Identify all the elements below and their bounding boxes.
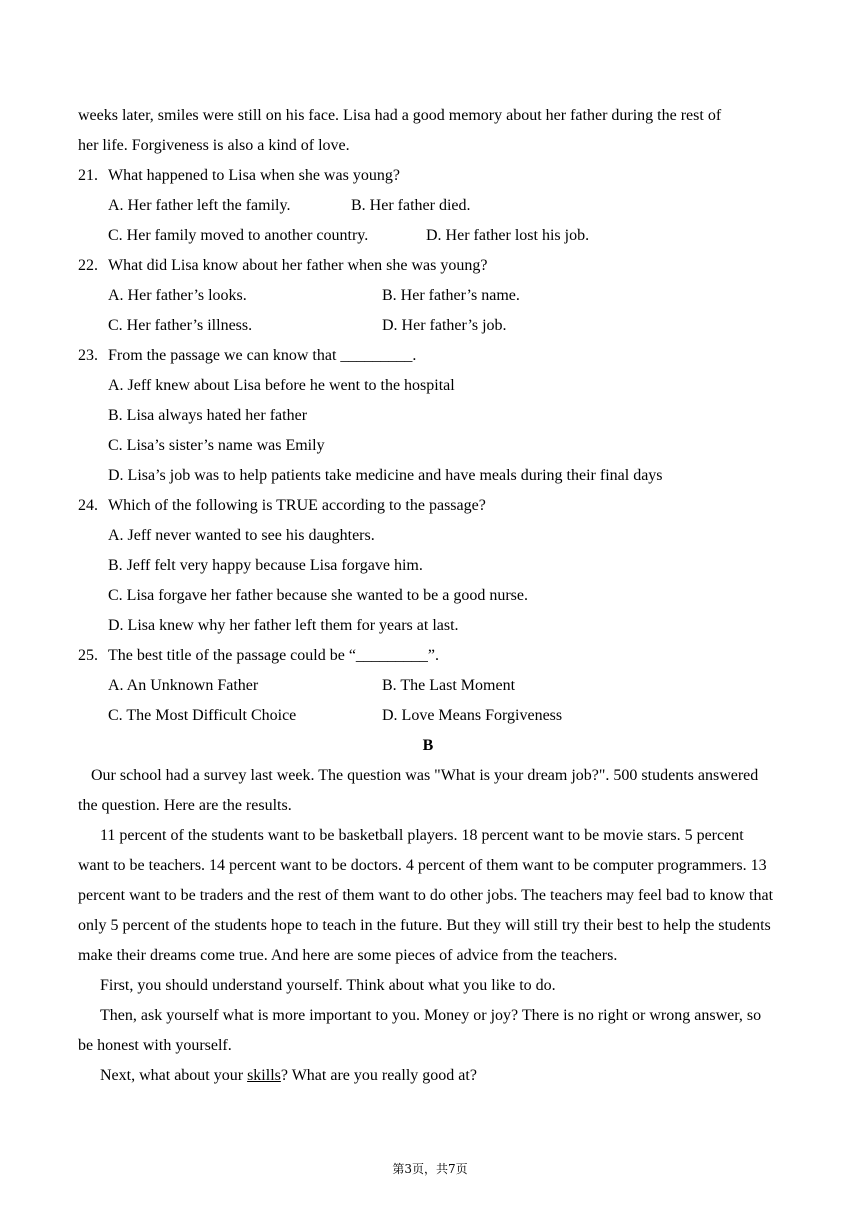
option-a: A. Jeff never wanted to see his daughters.	[108, 527, 375, 544]
underlined-word: skills	[247, 1067, 281, 1084]
question-25	[78, 641, 778, 671]
option-c: C. Her family moved to another country.	[108, 227, 369, 244]
question-21	[78, 161, 778, 191]
option-a: A. Her father’s looks.	[108, 287, 247, 304]
intro-line-2: her life. Forgiveness is also a kind of love.	[78, 137, 350, 154]
option-c: C. The Most Difficult Choice	[108, 707, 297, 724]
paragraph-2: 11 percent of the students want to be basketball players. 18 percent want to be movie stars. 5 percent want to be teachers. 14 percent want to be doctors. 4 percent of them want to be computer programmers. 13 percent want to be traders and the rest of them want to do other jobs. The teachers may feel bad to know that only 5 percent of the students hope to teach in the future. But they will still try their best to help the students make their dreams come true. And here are some pieces of advice from the teachers.	[78, 827, 774, 964]
option-b: B. Her father died.	[351, 197, 471, 214]
question-number: 25.	[78, 647, 98, 664]
question-number: 23.	[78, 347, 98, 364]
question-text: Which of the following is TRUE according to the passage?	[108, 497, 486, 514]
options-row	[78, 701, 778, 731]
section-title: B	[422, 737, 434, 754]
options-row	[78, 311, 778, 341]
option-d: D. Her father lost his job.	[426, 227, 590, 244]
question-22	[78, 251, 778, 281]
paragraph-4: Then, ask yourself what is more important to you. Money or joy? There is no right or wrong answer, so be honest with yourself.	[78, 1007, 762, 1054]
question-23	[78, 341, 778, 371]
paragraph-5	[78, 1061, 778, 1091]
option-d: D. Lisa knew why her father left them for years at last.	[108, 617, 459, 634]
page-footer: 第3页，共7页	[392, 1162, 468, 1176]
option-a: A. An Unknown Father	[108, 677, 259, 694]
paragraph-5-text-end: ? What are you really good at?	[280, 1067, 477, 1084]
option-a: A. Her father left the family.	[108, 197, 291, 214]
question-text: What did Lisa know about her father when she was young?	[108, 257, 488, 274]
document-content	[78, 101, 778, 1091]
option-b: B. Jeff felt very happy because Lisa forgave him.	[108, 557, 423, 574]
options-row	[78, 191, 778, 221]
question-24	[78, 491, 778, 521]
paragraph-5-text-start: Next, what about your	[100, 1067, 248, 1084]
option-b: B. Lisa always hated her father	[108, 407, 308, 424]
option-a: A. Jeff knew about Lisa before he went to the hospital	[108, 377, 455, 394]
option-d: D. Her father’s job.	[382, 317, 507, 334]
question-number: 21.	[78, 167, 98, 184]
question-text: What happened to Lisa when she was young?	[108, 167, 400, 184]
option-b: B. Her father’s name.	[382, 287, 520, 304]
option-b: B. The Last Moment	[382, 677, 516, 694]
option-d: D. Lisa’s job was to help patients take medicine and have meals during their final days	[108, 467, 663, 484]
options-row	[78, 671, 778, 701]
intro-line-1: weeks later, smiles were still on his face. Lisa had a good memory about her father during the rest of	[78, 107, 722, 124]
paragraph-1: Our school had a survey last week. The question was "What is your dream job?". 500 students answered the question. Here are the results.	[78, 767, 759, 814]
options-row	[78, 221, 778, 251]
option-c: C. Her father’s illness.	[108, 317, 253, 334]
option-c: C. Lisa’s sister’s name was Emily	[108, 437, 325, 454]
options-row	[78, 281, 778, 311]
question-number: 22.	[78, 257, 98, 274]
paragraph-3: First, you should understand yourself. Think about what you like to do.	[100, 977, 556, 994]
question-number: 24.	[78, 497, 98, 514]
question-text: From the passage we can know that _________.	[108, 347, 417, 364]
option-c: C. Lisa forgave her father because she wanted to be a good nurse.	[108, 587, 528, 604]
question-text: The best title of the passage could be “_________”.	[108, 647, 440, 664]
option-d: D. Love Means Forgiveness	[382, 707, 563, 724]
